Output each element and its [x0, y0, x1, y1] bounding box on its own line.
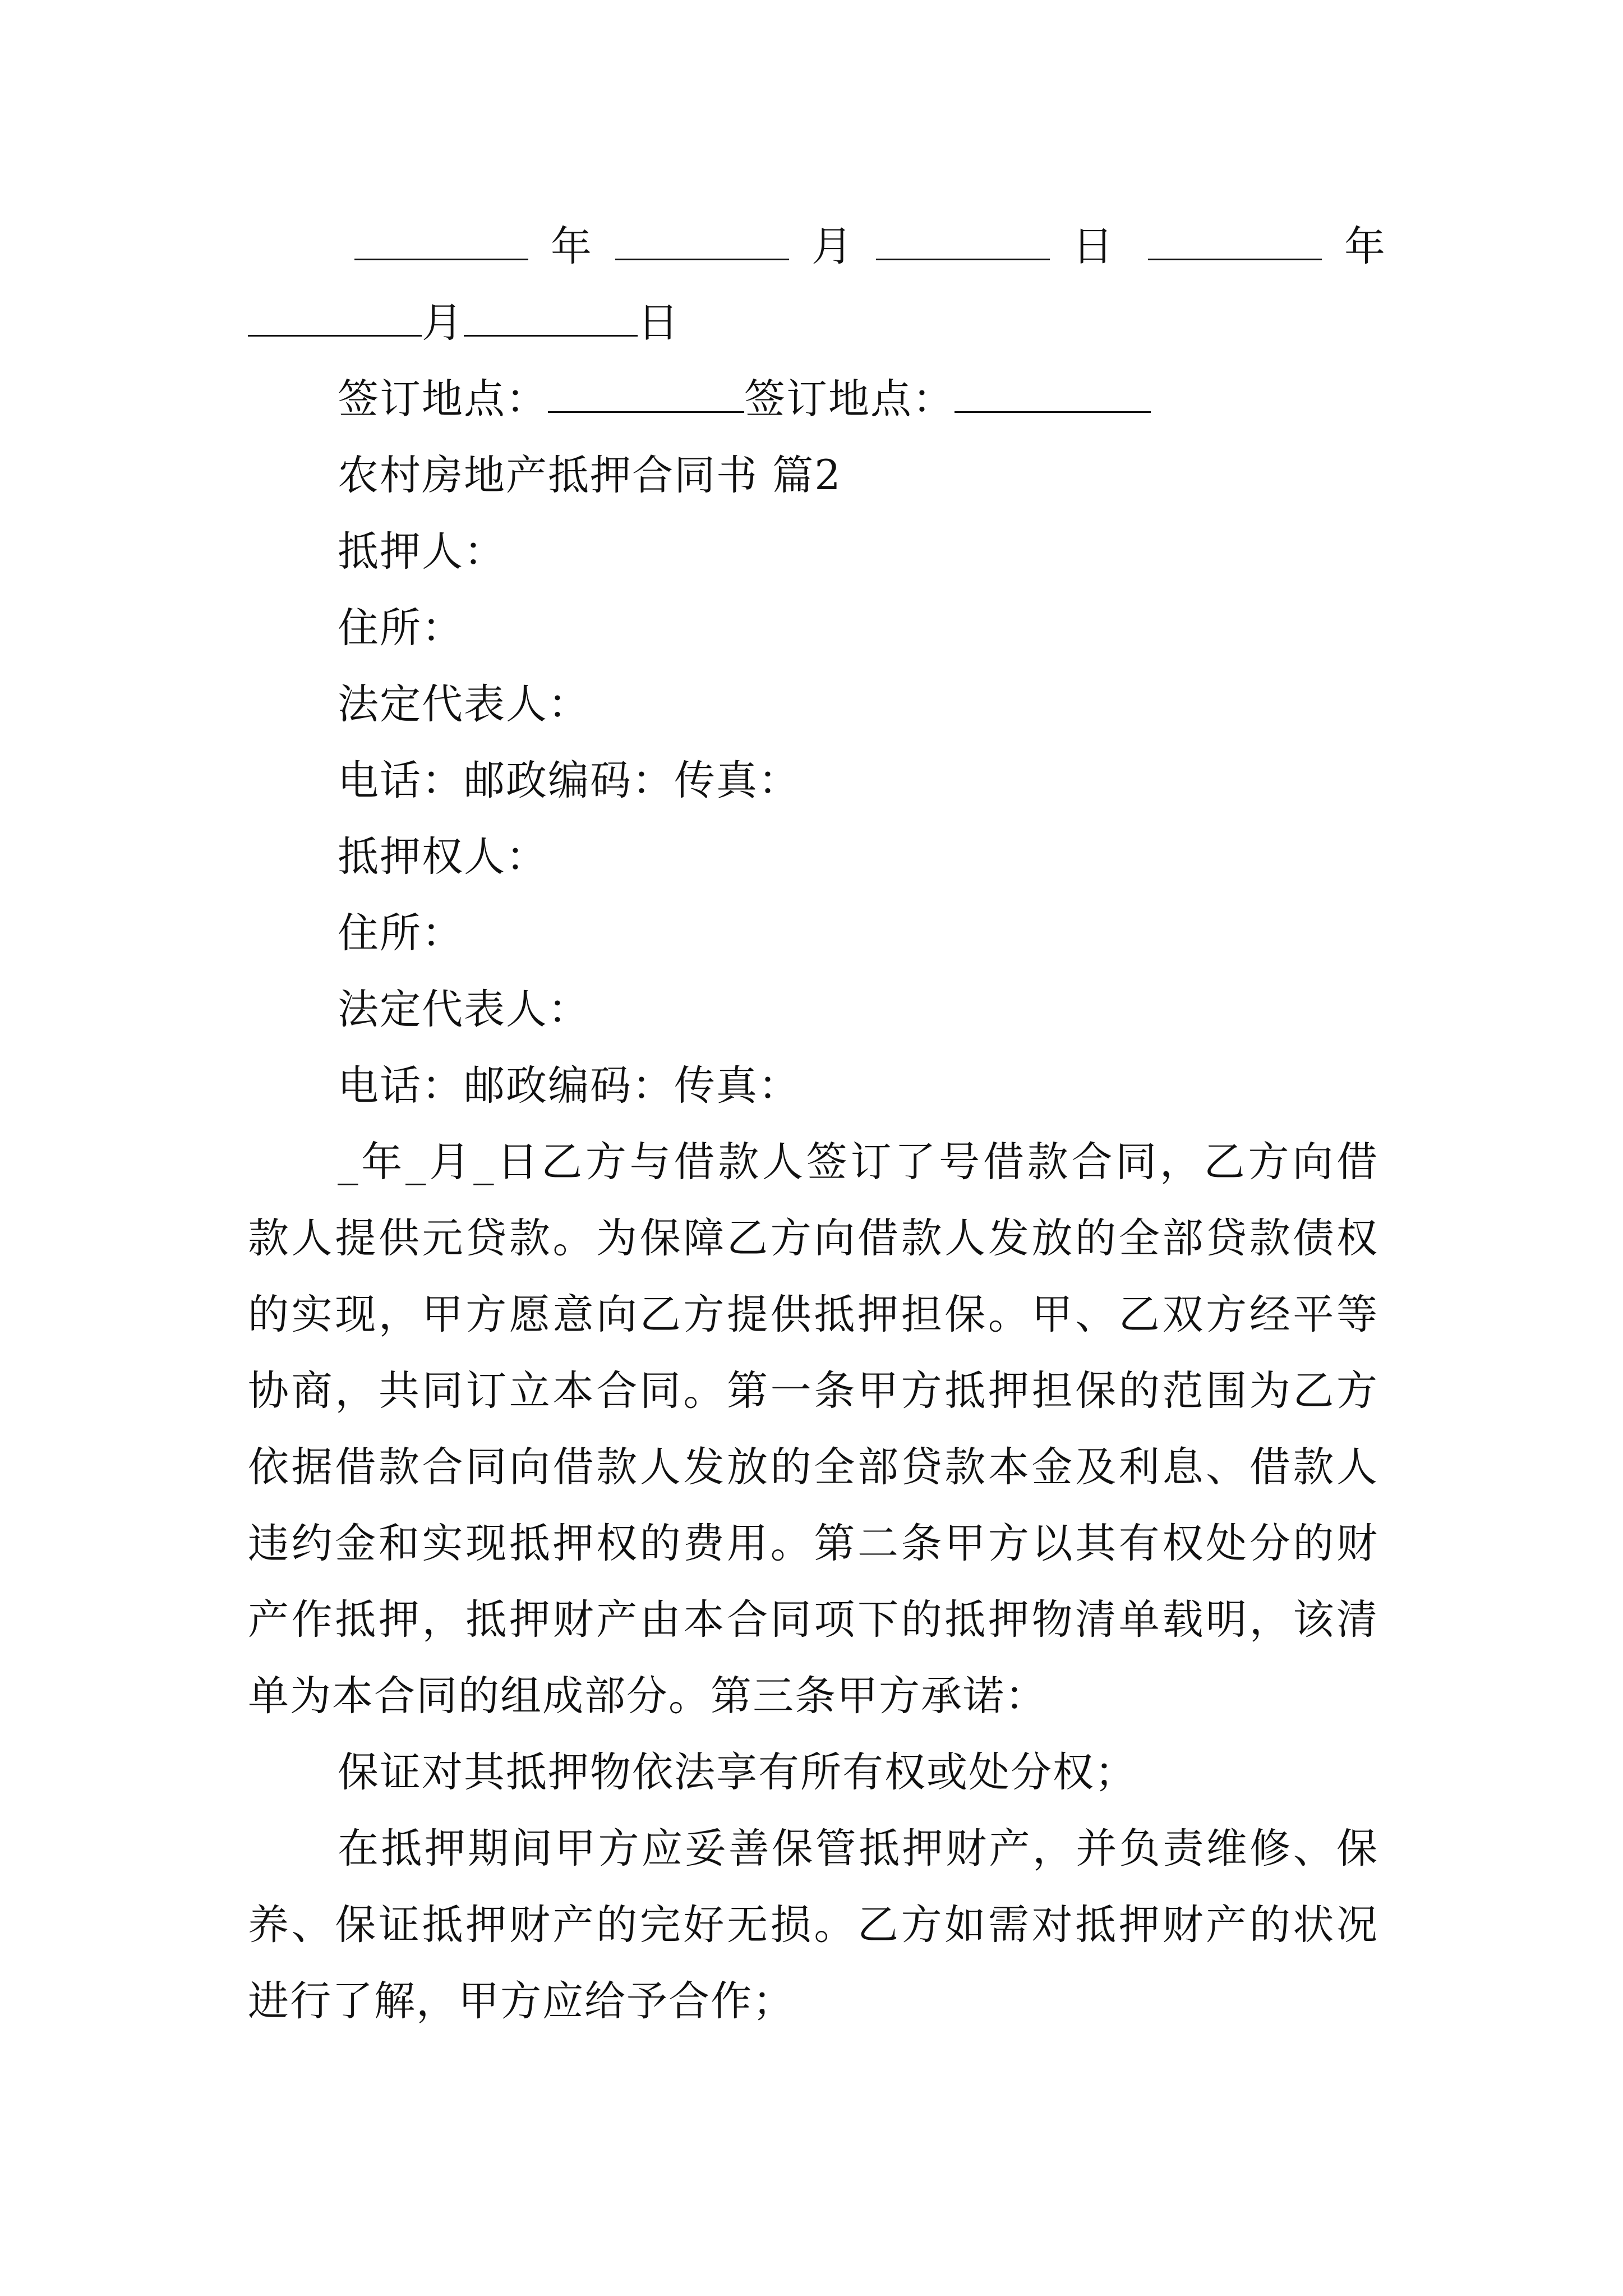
- paragraph-line: 养、保证抵押财产的完好无损。乙方如需对抵押财产的状况: [248, 1901, 1378, 1949]
- day-label-a: 日: [1072, 223, 1114, 270]
- signing-date-line: [248, 209, 1386, 285]
- year-blank-a: [354, 224, 528, 260]
- mortgagor-contact-label: 电话：邮政编码：传真：: [338, 757, 800, 804]
- mortgagor-legal-rep-label: 法定代表人：: [338, 680, 590, 728]
- paragraph-line: 单为本合同的组成部分。第三条甲方承诺：: [248, 1672, 1047, 1720]
- signing-place-line: [248, 361, 1378, 438]
- paragraph-line: 在抵押期间甲方应妥善保管抵押财产，并负责维修、保: [338, 1825, 1378, 1872]
- section-title: 农村房地产抵押合同书 篇2: [338, 452, 842, 499]
- day-blank-a: [876, 224, 1050, 260]
- mortgagee-contact-label: 电话：邮政编码：传真：: [338, 1062, 800, 1110]
- year-label-a: 年: [551, 223, 593, 270]
- day-blank-b: [464, 300, 638, 337]
- day-label-b: 日: [638, 299, 680, 347]
- signing-place-label-a: 签订地点：: [338, 375, 548, 423]
- signing-place-label-b: 签订地点：: [744, 375, 955, 423]
- mortgagor-address-label: 住所：: [338, 604, 464, 652]
- month-blank-a: [615, 224, 789, 260]
- paragraph-line: 进行了解，甲方应给予合作；: [248, 1977, 795, 2025]
- paragraph-line: 协商，共同订立本合同。第一条甲方抵押担保的范围为乙方: [248, 1367, 1378, 1415]
- paragraph-line: 款人提供元贷款。为保障乙方向借款人发放的全部贷款债权: [248, 1214, 1378, 1262]
- signing-date-line-continued: [248, 285, 1378, 361]
- mortgagee-address-label: 住所：: [338, 909, 464, 957]
- year-label-b: 年: [1344, 223, 1386, 270]
- month-label-b: 月: [422, 299, 464, 347]
- paragraph-line: 的实现，甲方愿意向乙方提供抵押担保。甲、乙双方经平等: [248, 1291, 1378, 1338]
- month-label-a: 月: [811, 223, 854, 270]
- mortgagee-label: 抵押权人：: [338, 833, 548, 881]
- contract-paragraph-2: 保证对其抵押物依法享有所有权或处分权；: [338, 1749, 1137, 1796]
- contract-paragraph-3: [248, 1811, 1378, 2040]
- signing-place-blank-a: [548, 376, 744, 413]
- mortgagor-label: 抵押人：: [338, 528, 506, 576]
- paragraph-line: 产作抵押，抵押财产由本合同项下的抵押物清单载明，该清: [248, 1596, 1378, 1644]
- contract-paragraph-1: [248, 1124, 1378, 1734]
- year-blank-b: [1148, 224, 1322, 260]
- paragraph-line: _年_月_日乙方与借款人签订了号借款合同，乙方向借: [338, 1138, 1378, 1186]
- signing-place-blank-b: [955, 376, 1151, 413]
- month-blank-b: [248, 300, 422, 337]
- document-page: [248, 209, 1386, 2040]
- paragraph-line: 违约金和实现抵押权的费用。第二条甲方以其有权处分的财: [248, 1520, 1378, 1567]
- paragraph-line: 依据借款合同向借款人发放的全部贷款本金及利息、借款人: [248, 1443, 1378, 1491]
- mortgagee-legal-rep-label: 法定代表人：: [338, 986, 590, 1033]
